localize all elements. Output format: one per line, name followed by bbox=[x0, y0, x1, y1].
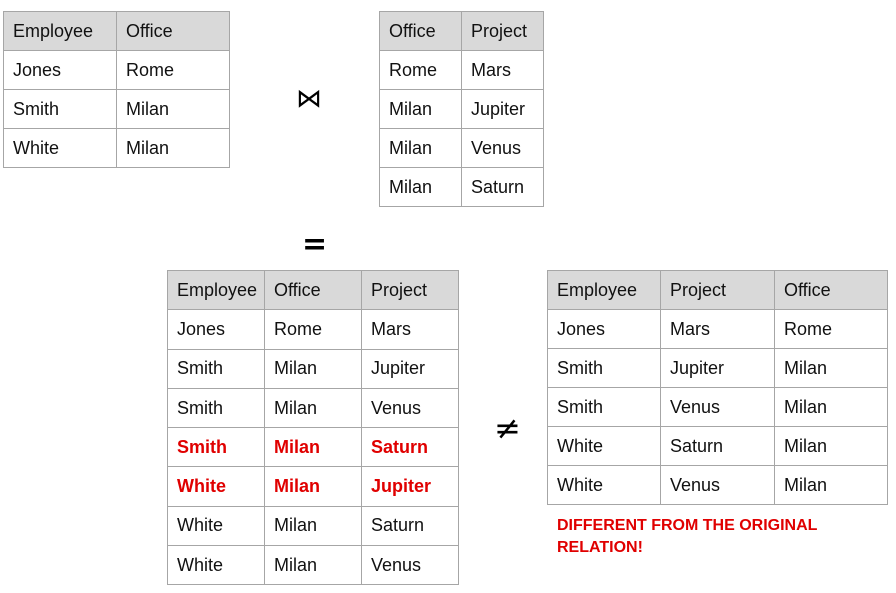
table-cell: Rome bbox=[775, 310, 888, 349]
table-cell: Smith bbox=[168, 349, 265, 388]
table-cell: Jones bbox=[168, 310, 265, 349]
table-office-project bbox=[379, 11, 544, 207]
table-cell: Milan bbox=[380, 90, 462, 129]
table-row bbox=[168, 546, 459, 585]
table-row bbox=[380, 129, 544, 168]
table-cell: Saturn bbox=[362, 428, 459, 467]
table-cell: Milan bbox=[117, 90, 230, 129]
table-row bbox=[168, 310, 459, 349]
difference-note: DIFFERENT FROM THE ORIGINAL RELATION! bbox=[557, 517, 818, 556]
table-cell: Jones bbox=[548, 310, 661, 349]
table-cell: Rome bbox=[265, 310, 362, 349]
column-header: Office bbox=[380, 12, 462, 51]
table-cell: Milan bbox=[775, 388, 888, 427]
table-row bbox=[168, 349, 459, 388]
table-cell: Jupiter bbox=[362, 467, 459, 506]
natural-join-symbol: ⋈ bbox=[296, 84, 322, 114]
table-row bbox=[4, 90, 230, 129]
table-row bbox=[548, 427, 888, 466]
table-cell: Milan bbox=[380, 129, 462, 168]
table-cell: Saturn bbox=[362, 506, 459, 545]
spurious-tuple-row bbox=[168, 467, 459, 506]
table-cell: Milan bbox=[117, 129, 230, 168]
table-cell: Milan bbox=[265, 467, 362, 506]
column-header: Employee bbox=[168, 271, 265, 310]
column-header: Project bbox=[661, 271, 775, 310]
table-row bbox=[548, 349, 888, 388]
table-cell: Milan bbox=[265, 546, 362, 585]
table-cell: Milan bbox=[265, 349, 362, 388]
table-cell: Smith bbox=[548, 388, 661, 427]
table-cell: Mars bbox=[462, 51, 544, 90]
table-cell: White bbox=[4, 129, 117, 168]
equals-symbol: = bbox=[302, 227, 328, 262]
table-cell: Rome bbox=[117, 51, 230, 90]
column-header: Project bbox=[362, 271, 459, 310]
table-cell: White bbox=[168, 506, 265, 545]
table-row bbox=[168, 506, 459, 545]
not-equal-symbol: ≠ bbox=[494, 409, 521, 447]
table-cell: Venus bbox=[661, 466, 775, 505]
table-cell: Milan bbox=[775, 466, 888, 505]
table-cell: White bbox=[548, 466, 661, 505]
header-row bbox=[168, 271, 459, 310]
table-cell: Smith bbox=[4, 90, 117, 129]
table-cell: Smith bbox=[168, 388, 265, 427]
table-cell: Smith bbox=[548, 349, 661, 388]
table-cell: Rome bbox=[380, 51, 462, 90]
column-header: Employee bbox=[4, 12, 117, 51]
column-header: Office bbox=[117, 12, 230, 51]
header-row bbox=[380, 12, 544, 51]
table-cell: Jones bbox=[4, 51, 117, 90]
table-cell: White bbox=[168, 546, 265, 585]
table-cell: Milan bbox=[380, 168, 462, 207]
table-cell: Milan bbox=[775, 349, 888, 388]
table-cell: Mars bbox=[362, 310, 459, 349]
table-row bbox=[168, 388, 459, 427]
column-header: Office bbox=[265, 271, 362, 310]
table-row bbox=[380, 90, 544, 129]
table-row bbox=[548, 388, 888, 427]
header-row bbox=[4, 12, 230, 51]
table-employee-office bbox=[3, 11, 230, 168]
table-cell: Venus bbox=[462, 129, 544, 168]
table-cell: Mars bbox=[661, 310, 775, 349]
table-row bbox=[548, 466, 888, 505]
table-cell: Jupiter bbox=[661, 349, 775, 388]
table-row bbox=[380, 51, 544, 90]
table-cell: Venus bbox=[362, 388, 459, 427]
table-cell: Milan bbox=[775, 427, 888, 466]
table-cell: White bbox=[548, 427, 661, 466]
table-cell: Venus bbox=[661, 388, 775, 427]
column-header: Employee bbox=[548, 271, 661, 310]
table-row bbox=[4, 129, 230, 168]
column-header: Project bbox=[462, 12, 544, 51]
table-row bbox=[4, 51, 230, 90]
table-cell: Milan bbox=[265, 388, 362, 427]
table-cell: Jupiter bbox=[362, 349, 459, 388]
table-join-result bbox=[167, 270, 459, 585]
header-row bbox=[548, 271, 888, 310]
table-row bbox=[380, 168, 544, 207]
table-cell: White bbox=[168, 467, 265, 506]
spurious-tuple-row bbox=[168, 428, 459, 467]
table-cell: Smith bbox=[168, 428, 265, 467]
table-cell: Saturn bbox=[661, 427, 775, 466]
table-row bbox=[548, 310, 888, 349]
column-header: Office bbox=[775, 271, 888, 310]
table-original-relation bbox=[547, 270, 888, 505]
table-cell: Jupiter bbox=[462, 90, 544, 129]
table-cell: Venus bbox=[362, 546, 459, 585]
table-cell: Milan bbox=[265, 506, 362, 545]
table-cell: Saturn bbox=[462, 168, 544, 207]
table-cell: Milan bbox=[265, 428, 362, 467]
